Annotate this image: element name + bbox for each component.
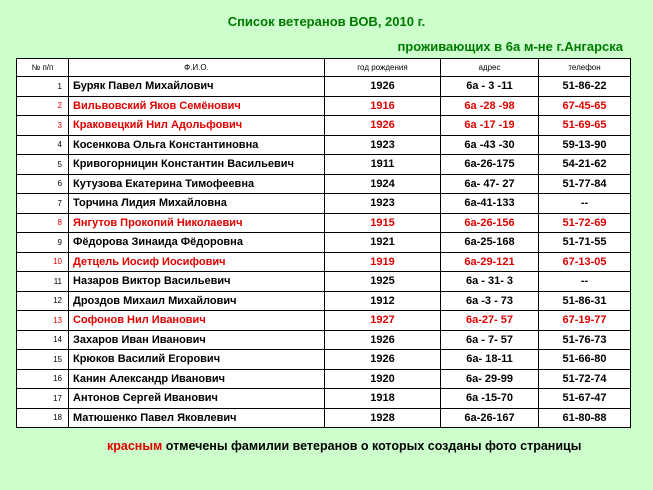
- cell-address: 6а-27- 57: [441, 311, 539, 331]
- cell-address: 6а -15-70: [441, 389, 539, 409]
- cell-number: 6: [17, 174, 69, 194]
- cell-address: 6а- 29-99: [441, 369, 539, 389]
- column-header-name: Ф.И.О.: [69, 59, 325, 77]
- cell-number: 3: [17, 116, 69, 136]
- cell-year: 1926: [325, 77, 441, 97]
- table-row: [17, 233, 631, 253]
- cell-year: 1915: [325, 213, 441, 233]
- cell-name: Назаров Виктор Васильевич: [69, 272, 325, 292]
- table-row: [17, 96, 631, 116]
- cell-number: 7: [17, 194, 69, 214]
- cell-address: 6а-41-133: [441, 194, 539, 214]
- cell-address: 6а -43 -30: [441, 135, 539, 155]
- table-row: [17, 213, 631, 233]
- cell-name: Вильвовский Яков Семёнович: [69, 96, 325, 116]
- cell-phone: 51-67-47: [539, 389, 631, 409]
- cell-year: 1924: [325, 174, 441, 194]
- cell-phone: 51-71-55: [539, 233, 631, 253]
- table-row: [17, 155, 631, 175]
- cell-number: 17: [17, 389, 69, 409]
- cell-name: Крюков Василий Егорович: [69, 350, 325, 370]
- table-row: [17, 135, 631, 155]
- table-row: [17, 174, 631, 194]
- cell-name: Кривогорницин Константин Васильевич: [69, 155, 325, 175]
- cell-year: 1925: [325, 272, 441, 292]
- table-row: [17, 350, 631, 370]
- cell-phone: 51-77-84: [539, 174, 631, 194]
- table-row: [17, 330, 631, 350]
- cell-phone: 51-66-80: [539, 350, 631, 370]
- cell-address: 6а-29-121: [441, 252, 539, 272]
- table-row: [17, 369, 631, 389]
- cell-address: 6а-26-175: [441, 155, 539, 175]
- cell-year: 1927: [325, 311, 441, 331]
- cell-phone: --: [539, 272, 631, 292]
- cell-phone: 61-80-88: [539, 408, 631, 428]
- cell-number: 18: [17, 408, 69, 428]
- cell-number: 8: [17, 213, 69, 233]
- cell-phone: 51-86-22: [539, 77, 631, 97]
- table-row: [17, 311, 631, 331]
- cell-number: 16: [17, 369, 69, 389]
- cell-number: 9: [17, 233, 69, 253]
- table-row: [17, 116, 631, 136]
- cell-number: 14: [17, 330, 69, 350]
- cell-year: 1926: [325, 350, 441, 370]
- table-header-row: [17, 59, 631, 77]
- cell-name: Косенкова Ольга Константиновна: [69, 135, 325, 155]
- cell-number: 10: [17, 252, 69, 272]
- column-header-phone: телефон: [539, 59, 631, 77]
- cell-phone: --: [539, 194, 631, 214]
- table-row: [17, 194, 631, 214]
- cell-address: 6а -28 -98: [441, 96, 539, 116]
- cell-phone: 54-21-62: [539, 155, 631, 175]
- veterans-table: [16, 58, 631, 428]
- cell-name: Матюшенко Павел Яковлевич: [69, 408, 325, 428]
- cell-year: 1919: [325, 252, 441, 272]
- cell-year: 1928: [325, 408, 441, 428]
- footnote: [107, 439, 581, 453]
- cell-address: 6а - 31- 3: [441, 272, 539, 292]
- cell-year: 1923: [325, 135, 441, 155]
- column-header-number: № п/п: [17, 59, 69, 77]
- cell-number: 12: [17, 291, 69, 311]
- cell-address: 6а - 7- 57: [441, 330, 539, 350]
- page-title: Список ветеранов ВОВ, 2010 г.: [227, 14, 426, 29]
- cell-number: 2: [17, 96, 69, 116]
- page-subtitle: проживающих в 6а м-не г.Ангарска: [397, 39, 623, 54]
- cell-number: 11: [17, 272, 69, 292]
- cell-address: 6а-26-156: [441, 213, 539, 233]
- table-row: [17, 272, 631, 292]
- cell-number: 15: [17, 350, 69, 370]
- cell-year: 1912: [325, 291, 441, 311]
- cell-phone: 67-45-65: [539, 96, 631, 116]
- cell-name: Буряк Павел Михайлович: [69, 77, 325, 97]
- cell-name: Янгутов Прокопий Николаевич: [69, 213, 325, 233]
- cell-number: 4: [17, 135, 69, 155]
- cell-year: 1921: [325, 233, 441, 253]
- cell-year: 1926: [325, 116, 441, 136]
- table-row: [17, 291, 631, 311]
- column-header-year: год рождения: [325, 59, 441, 77]
- cell-phone: 59-13-90: [539, 135, 631, 155]
- cell-phone: 51-76-73: [539, 330, 631, 350]
- cell-name: Кутузова Екатерина Тимофеевна: [69, 174, 325, 194]
- cell-name: Детцель Иосиф Иосифович: [69, 252, 325, 272]
- cell-year: 1923: [325, 194, 441, 214]
- cell-address: 6а - 3 -11: [441, 77, 539, 97]
- cell-address: 6а- 47- 27: [441, 174, 539, 194]
- table-row: [17, 77, 631, 97]
- cell-address: 6а -17 -19: [441, 116, 539, 136]
- cell-phone: 51-72-74: [539, 369, 631, 389]
- footnote-text: отмечены фамилии ветеранов о которых созданы фото страницы: [162, 439, 582, 453]
- cell-year: 1911: [325, 155, 441, 175]
- cell-phone: 51-72-69: [539, 213, 631, 233]
- cell-number: 13: [17, 311, 69, 331]
- cell-name: Захаров Иван Иванович: [69, 330, 325, 350]
- cell-number: 1: [17, 77, 69, 97]
- cell-address: 6а-25-168: [441, 233, 539, 253]
- cell-name: Торчина Лидия Михайловна: [69, 194, 325, 214]
- cell-name: Фёдорова Зинаида Фёдоровна: [69, 233, 325, 253]
- cell-phone: 51-69-65: [539, 116, 631, 136]
- cell-year: 1918: [325, 389, 441, 409]
- cell-phone: 67-19-77: [539, 311, 631, 331]
- cell-address: 6а-26-167: [441, 408, 539, 428]
- cell-phone: 51-86-31: [539, 291, 631, 311]
- table-row: [17, 408, 631, 428]
- table-row: [17, 389, 631, 409]
- cell-name: Канин Александр Иванович: [69, 369, 325, 389]
- cell-year: 1916: [325, 96, 441, 116]
- cell-name: Антонов Сергей Иванович: [69, 389, 325, 409]
- cell-address: 6а- 18-11: [441, 350, 539, 370]
- footnote-red-word: красным: [107, 439, 163, 453]
- cell-number: 5: [17, 155, 69, 175]
- cell-address: 6а -3 - 73: [441, 291, 539, 311]
- cell-name: Софонов Нил Иванович: [69, 311, 325, 331]
- cell-year: 1920: [325, 369, 441, 389]
- cell-name: Краковецкий Нил Адольфович: [69, 116, 325, 136]
- cell-name: Дроздов Михаил Михайлович: [69, 291, 325, 311]
- cell-phone: 67-13-05: [539, 252, 631, 272]
- cell-year: 1926: [325, 330, 441, 350]
- column-header-address: адрес: [441, 59, 539, 77]
- table-row: [17, 252, 631, 272]
